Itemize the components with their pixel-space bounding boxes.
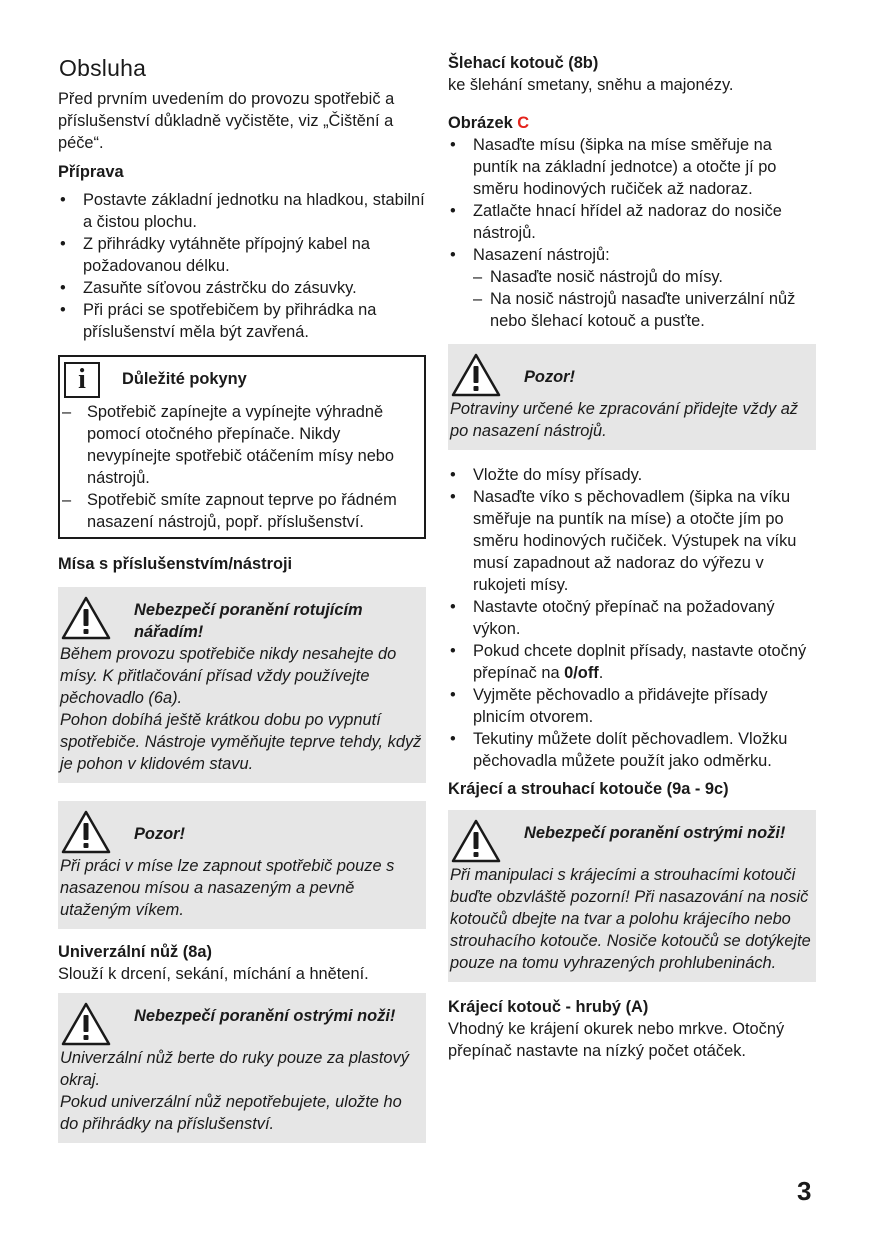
warning-heading: Pozor! <box>524 368 575 386</box>
warning-text: Pohon dobíhá ještě krátkou dobu po vypnutí spotřebiče. Nástroje vyměňujte teprve tehdy, když je pohon v klidovém stavu. <box>60 711 422 773</box>
warning-heading: Pozor! <box>134 825 185 843</box>
priprava-heading: Příprava <box>58 163 124 181</box>
list-item: • Při práci se spotřebičem by přihrádka na příslušenství měla být zavřená. <box>60 301 377 341</box>
page-title: Obsluha <box>59 55 147 81</box>
info-heading: Důležité pokyny <box>122 369 247 388</box>
warning-triangle-icon <box>450 818 502 864</box>
misa-heading: Mísa s příslušenstvím/nástroji <box>58 555 293 573</box>
list-item: – Nasaďte nosič nástrojů do mísy. <box>473 268 723 286</box>
right-column <box>448 52 816 1062</box>
list-item: • Vložte do mísy přísady. <box>450 466 643 484</box>
list-item: • Postavte základní jednotku na hladkou, stabilní a čistou plochu. <box>60 191 425 231</box>
obrazek-heading: Obrázek C <box>448 114 530 132</box>
warning-text: Během provozu spotřebiče nikdy nesahejte do mísy. K přitlačování přísad vždy používejte pěchovadlo (6a). <box>60 645 397 707</box>
warning-heading: Nebezpečí poranění ostrými noži! <box>134 1007 396 1025</box>
warning-box-pozor <box>58 801 426 929</box>
warning-box-pozor-2 <box>448 344 816 450</box>
warning-triangle-icon <box>60 1001 112 1047</box>
warning-triangle-icon <box>60 595 112 641</box>
figure-letter: C <box>517 114 530 132</box>
priprava-list <box>58 189 426 343</box>
warning-heading: Nebezpečí poranění rotujícím nářadím! <box>134 601 363 641</box>
noz-text: Slouží k drcení, sekání, míchání a hnětení. <box>58 965 369 983</box>
warning-triangle-icon <box>60 809 112 855</box>
list-item: • Nasaďte mísu (šipka na míse směřuje na puntík na základní jednotce) a otočte jí po směru hodinových ručiček až nadoraz. <box>450 136 777 198</box>
list-item: – Spotřebič zapínejte a vypínejte výhradně pomocí otočného přepínače. Nikdy nevypínejte spotřebič otáčením mísy nebo nástrojů. <box>62 403 395 487</box>
list-item: • Tekutiny můžete dolít pěchovadlem. Vložku pěchovadla můžete použít jako odměrku. <box>450 730 788 770</box>
warning-text: Potraviny určené ke zpracování přidejte vždy až po nasazení nástrojů. <box>450 400 799 440</box>
list-item: • Zatlačte hnací hřídel až nadoraz do nosiče nástrojů. <box>450 202 782 242</box>
hruby-text: Vhodný ke krájení okurek nebo mrkve. Otočný přepínač nastavte na nízký počet otáček. <box>448 1020 785 1060</box>
warning-box-rotating <box>58 587 426 783</box>
list-item: • Z přihrádky vytáhněte přípojný kabel na požadovanou délku. <box>60 235 370 275</box>
steps-list <box>448 464 816 772</box>
list-item: • Vyjměte pěchovadlo a přidávejte přísady plnicím otvorem. <box>450 686 768 726</box>
sub-list <box>473 266 816 332</box>
list-item: • Nasazení nástrojů: – Nasaďte nosič nástrojů do mísy. – Na nosič nástrojů nasaďte univerzální nůž nebo šlehací kotouč a pusťte. <box>448 244 816 332</box>
warning-text: Pokud univerzální nůž nepotřebujete, uložte ho do přihrádky na příslušenství. <box>60 1093 402 1133</box>
warning-text: Při manipulaci s krájecími a strouhacími kotouči buďte obzvláště pozorní! Při nasazování na nosič kotoučů dbejte na tvar a polohu krájecího nebo strouhacího kotouče. Nosiče kotoučů se dotýkejte pouze na tomu vyhrazených prohlubeninách. <box>450 866 811 972</box>
list-item: • Pokud chcete doplnit přísady, nastavte otočný přepínač na 0/off. <box>450 642 807 682</box>
info-icon: i <box>64 362 100 398</box>
warning-box-knives-2 <box>448 810 816 982</box>
warning-heading: Nebezpečí poranění ostrými noži! <box>524 824 786 842</box>
warning-text: Při práci v míse lze zapnout spotřebič pouze s nasazenou mísou a nasazeným a pevně utaženým víkem. <box>60 857 395 919</box>
list-item: • Zasuňte síťovou zástrčku do zásuvky. <box>60 279 357 297</box>
left-column <box>58 52 426 1143</box>
list-item: • Nasaďte víko s pěchovadlem (šipka na víku směřuje na puntík na míse) a otočte jím po směru hodinových ručiček. Výstupek na víku musí zapadnout až nadoraz do výřezu v rukojeti mísy. <box>450 488 797 594</box>
list-item: • Nastavte otočný přepínač na požadovaný výkon. <box>450 598 775 638</box>
krajeci-heading: Krájecí a strouhací kotouče (9a - 9c) <box>448 780 729 798</box>
noz-heading: Univerzální nůž (8a) <box>58 943 212 961</box>
page-number: 3 <box>797 1176 812 1206</box>
warning-triangle-icon <box>450 352 502 398</box>
warning-box-knives <box>58 993 426 1143</box>
hruby-heading: Krájecí kotouč - hrubý (A) <box>448 998 649 1016</box>
list-item: – Na nosič nástrojů nasaďte univerzální nůž nebo šlehací kotouč a pusťte. <box>473 290 796 330</box>
obrazek-list <box>448 134 816 332</box>
list-item: – Spotřebič smíte zapnout teprve po řádném nasazení nástrojů, popř. příslušenství. <box>62 491 397 531</box>
info-list <box>62 401 416 533</box>
info-box <box>58 355 426 539</box>
slehaci-heading: Šlehací kotouč (8b) <box>448 54 599 72</box>
warning-text: Univerzální nůž berte do ruky pouze za plastový okraj. <box>60 1049 409 1089</box>
slehaci-text: ke šlehání smetany, sněhu a majonézy. <box>448 76 734 94</box>
intro-paragraph: Před prvním uvedením do provozu spotřebič a příslušenství důkladně vyčistěte, viz „Čištění a péče“. <box>58 90 395 152</box>
